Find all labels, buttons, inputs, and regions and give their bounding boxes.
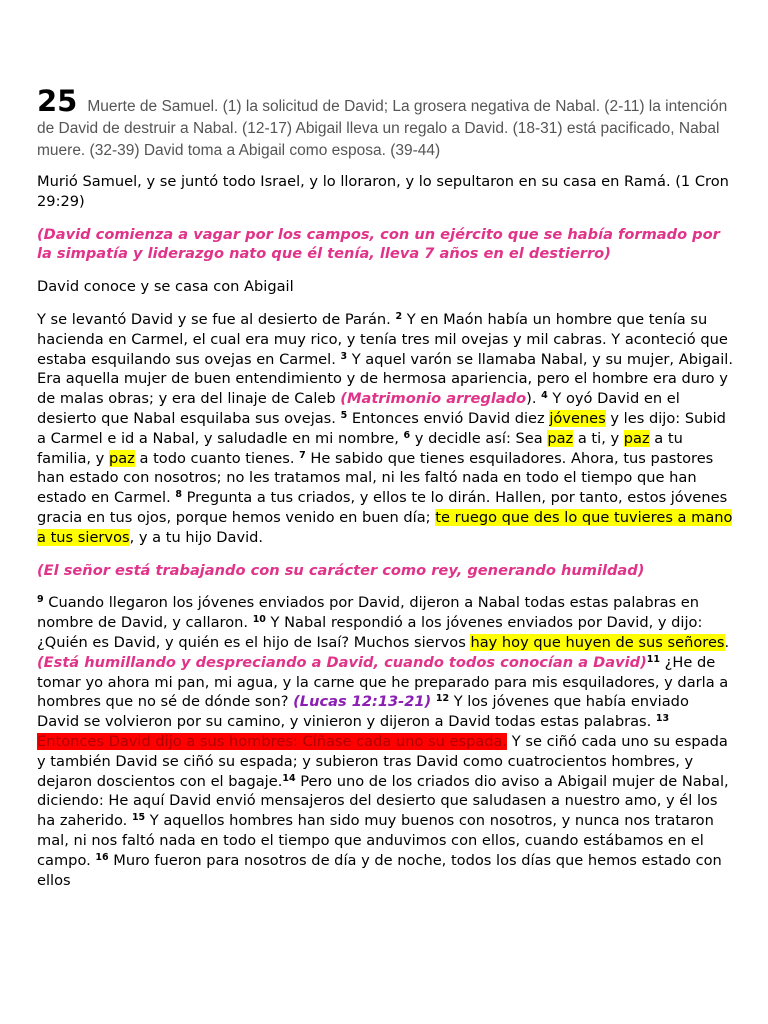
verse-text: Y en Maón había un hombre que tenía su hacienda en Carmel, el cual era muy rico, y tenía tres mil ovejas y mil cabras. Y aconteció que estaba esquilando sus ovejas en Carmel. xyxy=(37,310,728,368)
verse-text: Y se ciñó cada uno su espada y también David se ciñó su espada; y subieron tras David como cuatrocientos hombres, y dejaron doscientos con el bagaje. xyxy=(37,732,728,790)
verse-number: 12 xyxy=(435,693,450,705)
highlighted-text: jóvenes xyxy=(549,409,606,427)
verse-text: ). xyxy=(526,390,542,408)
commentary-note-2: (El señor está trabajando con su carácter como rey, generando humildad) xyxy=(37,561,645,579)
verse-number: 7 xyxy=(299,449,306,461)
verse-text: Y oyó David en el desierto que Nabal esquilaba sus ovejas. xyxy=(37,390,680,427)
verse-number: 3 xyxy=(340,350,348,362)
verse-number: 9 xyxy=(37,594,44,606)
verse-paragraph-3 xyxy=(37,593,735,890)
verse-text: y les dijo: Subid a Carmel e id a Nabal, y saludadle en mi nombre, xyxy=(37,409,726,447)
document-page xyxy=(37,84,735,903)
verse-number: 10 xyxy=(252,614,266,626)
verse-text: a tu familia, y xyxy=(37,429,683,467)
highlighted-text: te ruego que des lo que tuvieres a mano a tus siervos xyxy=(37,508,733,546)
verse-text: Muro fueron para nosotros de día y de noche, todos los días que hemos estado con ellos xyxy=(37,851,722,889)
verse-text: Y aquel varón se llamaba Nabal, y su mujer, Abigail. Era aquella mujer de buen entendimiento y de hermosa apariencia, pero el hombre era duro y de malas obras; y era del linaje de Caleb xyxy=(37,350,733,408)
verse-text: , y a tu hijo David. xyxy=(129,528,264,546)
verse-text: Y Nabal respondió a los jóvenes enviados por David, y dijo: ¿Quién es David, y quién es el hijo de Isaí? Muchos siervos xyxy=(37,614,703,651)
verse-number: 8 xyxy=(175,489,182,501)
verse-paragraph-2 xyxy=(37,310,735,548)
verse-text: Entonces envió David diez xyxy=(347,409,550,427)
highlighted-text: paz xyxy=(623,429,650,447)
verse-text: Y los jóvenes que había enviado David se volvieron por su camino, y vinieron y dijeron a David todas estas palabras. xyxy=(37,693,689,731)
chapter-number: 25 xyxy=(37,84,78,118)
chapter-heading xyxy=(37,84,735,162)
verse-text: Cuando llegaron los jóvenes enviados por David, dijeron a Nabal todas estas palabras en nombre de David, y callaron. xyxy=(37,594,700,632)
verse-text: Pregunta a tus criados, y ellos te lo dirán. Hallen, por tanto, estos jóvenes gracia en tus ojos, porque hemos venido en buen día; xyxy=(37,489,728,526)
verse-number: 2 xyxy=(395,310,403,322)
section-subheading: David conoce y se casa con Abigail xyxy=(37,278,294,296)
verse-number: 13 xyxy=(655,713,670,725)
verse-text: Y se levantó David y se fue al desierto de Parán. xyxy=(37,310,396,328)
inline-commentary: (Está humillando y despreciando a David, cuando todos conocían a David) xyxy=(37,653,647,671)
verse-number: 16 xyxy=(95,851,109,863)
highlighted-text: paz xyxy=(547,429,574,447)
inline-commentary: (Matrimonio arreglado xyxy=(340,390,527,408)
verse-number: 15 xyxy=(131,812,146,824)
verse-text: a ti, y xyxy=(573,429,624,447)
verse-number: 5 xyxy=(340,409,348,421)
cross-reference: (Lucas 12:13-21) xyxy=(293,693,432,711)
verse-text: a todo cuanto tienes. xyxy=(134,449,300,467)
verse-paragraph-1: Murió Samuel, y se juntó todo Israel, y lo lloraron, y lo sepultaron en su casa en Ramá. (1 Cron 29:29) xyxy=(37,173,729,210)
highlighted-text: hay hoy que huyen de sus señores xyxy=(470,633,725,651)
verse-number: 4 xyxy=(541,390,548,402)
verse-number: 14 xyxy=(282,772,296,784)
verse-text: ¿He de tomar yo ahora mi pan, mi agua, y la carne que he preparado para mis esquiladores, y darla a hombres que no sé de dónde son? xyxy=(37,653,729,711)
verse-number: 6 xyxy=(403,429,411,441)
verse-text: y decidle así: Sea xyxy=(410,429,548,447)
verse-text: Y aquellos hombres han sido muy buenos con nosotros, y nunca nos trataron mal, ni nos faltó nada en todo el tiempo que anduvimos con ellos, cuando estábamos en el campo. xyxy=(37,812,714,869)
verse-number: 11 xyxy=(646,653,660,665)
verse-text: . xyxy=(724,633,730,651)
commentary-note-1: (David comienza a vagar por los campos, con un ejército que se había formado por la simpatía y liderazgo nato que él tenía, lleva 7 años en el destierro) xyxy=(37,225,720,263)
highlighted-text: paz xyxy=(108,449,135,467)
chapter-summary: Muerte de Samuel. (1) la solicitud de David; La grosera negativa de Nabal. (2-11) la intención de David de destruir a Nabal. (12-17) Abigail lleva un regalo a David. (18-31) está pacificado, Nabal muere. (32-39) David toma a Abigail como esposa. (39-44) xyxy=(37,98,728,159)
verse-text: He sabido que tienes esquiladores. Ahora, tus pastores han estado con nosotros; no les tratamos mal, ni les faltó nada en todo el tiempo que han estado en Carmel. xyxy=(37,449,714,507)
verse-text: Pero uno de los criados dio aviso a Abigail mujer de Nabal, diciendo: He aquí David envió mensajeros del desierto que saludasen a nuestro amo, y él los ha zaherido. xyxy=(37,772,729,830)
red-highlighted-text: Entonces David dijo a sus hombres: Cíñase cada uno su espada. xyxy=(37,732,508,750)
